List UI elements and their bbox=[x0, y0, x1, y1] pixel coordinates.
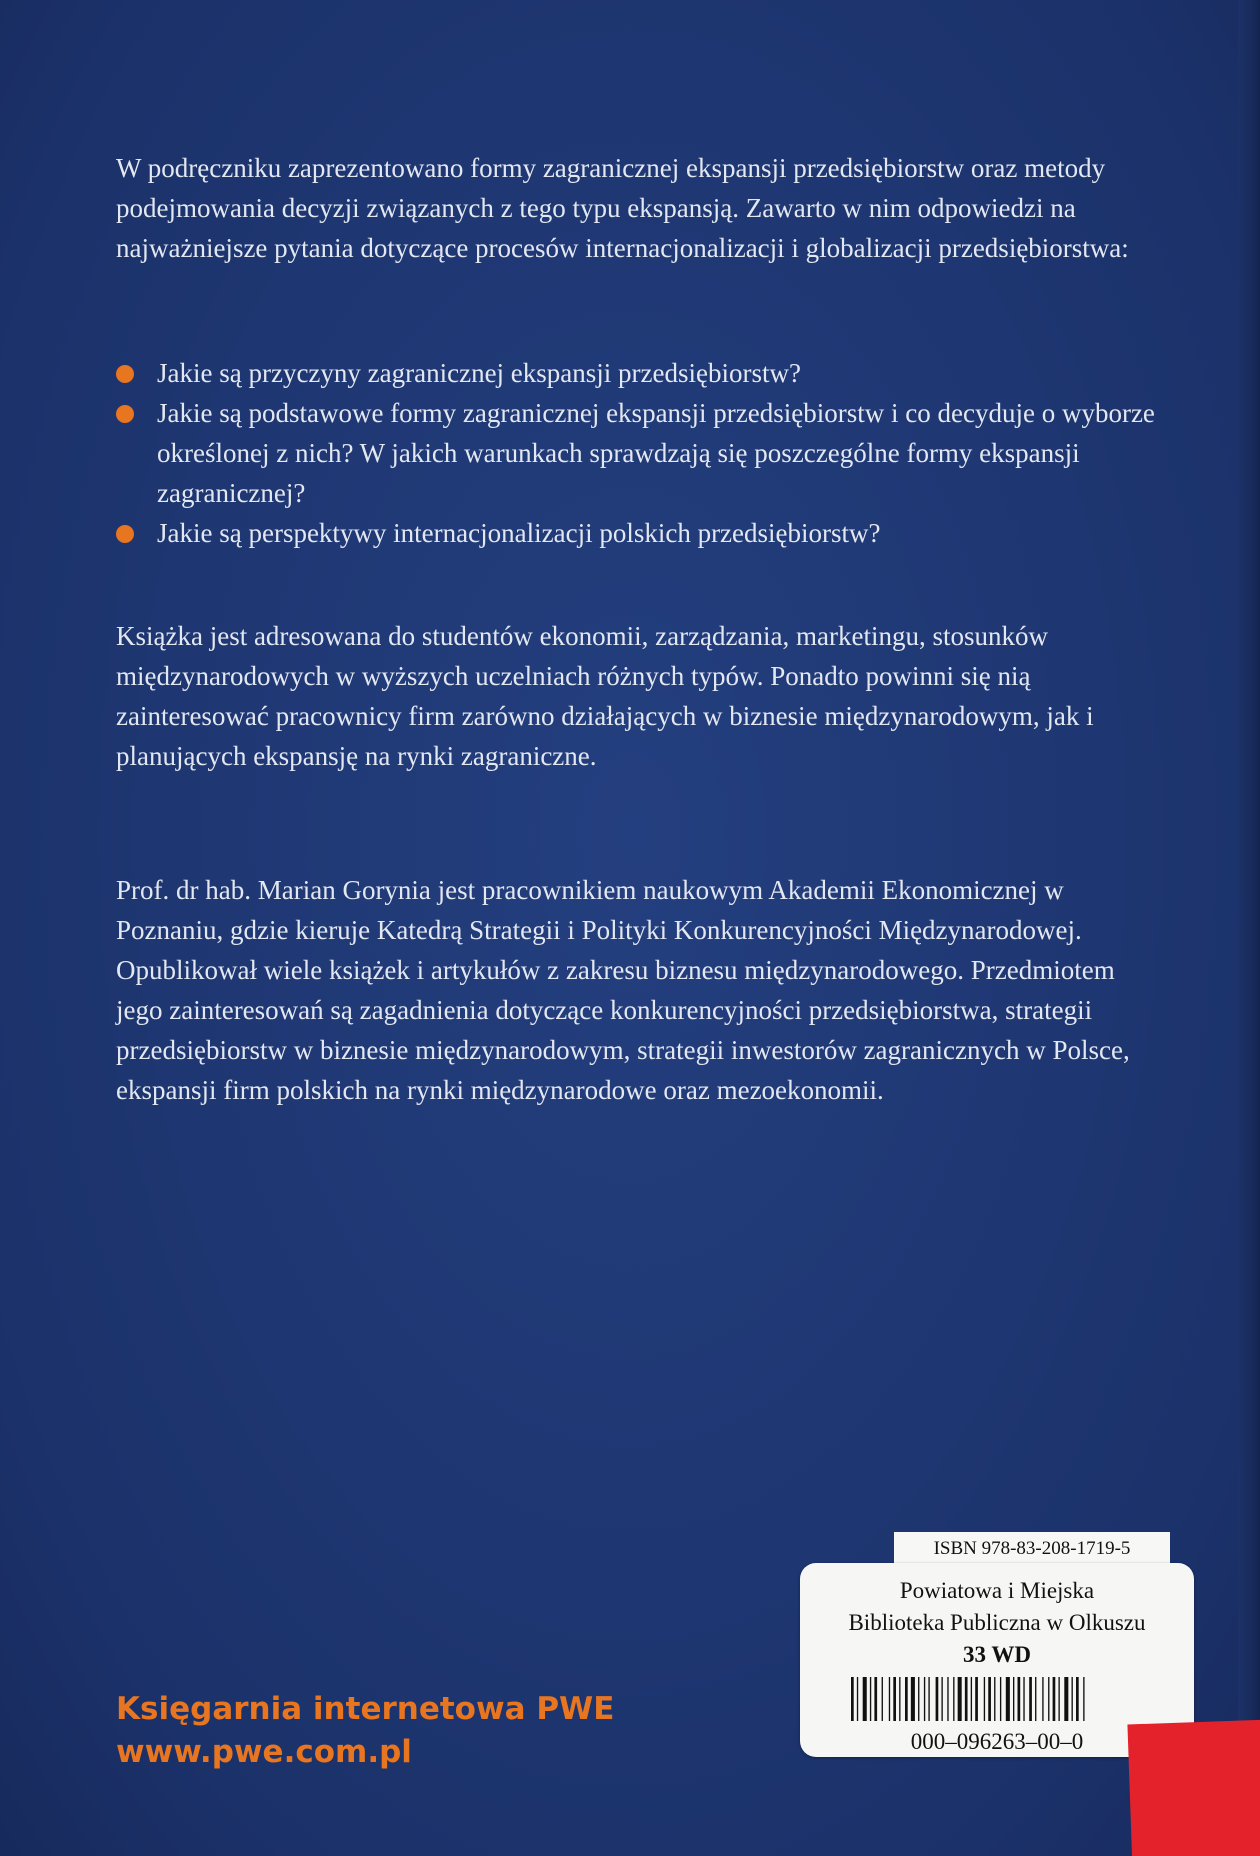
question-item bbox=[116, 513, 1166, 553]
library-shelf-code: 33 WD bbox=[963, 1642, 1031, 1667]
barcode-bar bbox=[851, 1677, 854, 1721]
barcode-bar bbox=[953, 1677, 954, 1721]
question-text: Jakie są podstawowe formy zagranicznej ekspansji przedsiębiorstw i co decyduje o wyborze określonej z nich? W jakich warunkach sprawdzają się poszczególne formy ekspansji zagranicznej? bbox=[157, 398, 1155, 508]
question-text: Jakie są perspektywy internacjonalizacji polskich przedsiębiorstw? bbox=[157, 518, 881, 548]
barcode-bar bbox=[984, 1677, 985, 1721]
barcode-bar bbox=[893, 1677, 896, 1721]
barcode-bar bbox=[1029, 1677, 1032, 1721]
barcode-bar bbox=[1058, 1677, 1059, 1721]
barcode-bar bbox=[994, 1677, 995, 1721]
barcode-bar bbox=[1018, 1677, 1021, 1721]
library-name-line1: Powiatowa i Miejska bbox=[899, 1578, 1095, 1603]
barcode-bar bbox=[936, 1677, 939, 1721]
barcode-bar bbox=[857, 1677, 858, 1721]
barcode-bar bbox=[874, 1677, 877, 1721]
barcode-bar bbox=[905, 1677, 908, 1721]
barcode-bar bbox=[1072, 1677, 1073, 1721]
barcode-bar bbox=[1035, 1677, 1036, 1721]
library-name-line2: Biblioteka Publiczna w Olkuszu bbox=[848, 1610, 1146, 1635]
barcode-bar bbox=[1064, 1677, 1068, 1721]
barcode-bar bbox=[928, 1677, 929, 1721]
barcode-bar bbox=[924, 1677, 925, 1721]
barcode-bar bbox=[870, 1677, 871, 1721]
question-item bbox=[116, 353, 1166, 393]
barcode-bar bbox=[1053, 1677, 1056, 1721]
barcode-bar bbox=[882, 1677, 883, 1721]
barcode-bar bbox=[1042, 1677, 1043, 1721]
publisher-block bbox=[116, 1688, 614, 1774]
barcode-bar bbox=[988, 1677, 991, 1721]
barcode-bar bbox=[1013, 1677, 1014, 1721]
barcode-bar bbox=[918, 1677, 919, 1721]
audience-paragraph: Książka jest adresowana do studentów ekonomii, zarządzania, marketingu, stosunków międzynarodowych w wyższych uczelniach różnych typów. Ponadto powinni się nią zainteresować pracownicy firm zarówno działających w biznesie międzynarodowym, jak i planujących ekspansję na rynki zagraniczne. bbox=[116, 621, 1094, 771]
red-security-tag bbox=[1127, 1720, 1260, 1856]
barcode-bar bbox=[1006, 1677, 1010, 1721]
barcode-bar bbox=[1083, 1677, 1084, 1721]
barcode-bar bbox=[889, 1677, 890, 1721]
barcode-number: 000–096263–00–0 bbox=[910, 1729, 1084, 1754]
barcode-bar bbox=[899, 1677, 900, 1721]
questions-list bbox=[116, 353, 1166, 553]
barcode-bar bbox=[1000, 1677, 1001, 1721]
barcode-image bbox=[847, 1677, 1147, 1721]
barcode-bar bbox=[1076, 1677, 1079, 1721]
barcode-bar bbox=[1048, 1677, 1049, 1721]
barcode-bar bbox=[965, 1677, 968, 1721]
publisher-website-link[interactable]: www.pwe.com.pl bbox=[116, 1734, 412, 1770]
barcode-bar bbox=[971, 1677, 972, 1721]
bullet-icon bbox=[116, 525, 134, 543]
cover-edge bbox=[1238, 0, 1260, 1856]
barcode-bar bbox=[863, 1677, 867, 1721]
question-text: Jakie są przyczyny zagranicznej ekspansji przedsiębiorstw? bbox=[157, 358, 801, 388]
barcode-bar bbox=[1023, 1677, 1024, 1721]
barcode-bar bbox=[911, 1677, 915, 1721]
isbn-sticker: ISBN 978-83-208-1719-5 bbox=[894, 1532, 1170, 1566]
barcode-bar bbox=[941, 1677, 942, 1721]
author-bio-paragraph: Prof. dr hab. Marian Gorynia jest pracownikiem naukowym Akademii Ekonomicznej w Poznaniu, gdzie kieruje Katedrą Strategii i Polityki Konkurencyjności Międzynarodowej. Opublikował wiele książek i artykułów z zakresu biznesu międzynarodowego. Przedmiotem jego zainteresowań są zagadnienia dotyczące konkurencyjności przedsiębiorstwa, strategii przedsiębiorstw w biznesie międzynarodowym, strategii inwestorów zagranicznych w Polsce, ekspansji firm polskich na rynki międzynarodowe oraz mezoekonomii. bbox=[116, 875, 1130, 1105]
bullet-icon bbox=[116, 365, 134, 383]
barcode-bar bbox=[975, 1677, 978, 1721]
barcode-bar bbox=[958, 1677, 962, 1721]
publisher-shop-name: Księgarnia internetowa PWE bbox=[116, 1691, 615, 1727]
intro-paragraph: W podręczniku zaprezentowano formy zagranicznej ekspansji przedsiębiorstw oraz metody podejmowania decyzji związanych z tego typu ekspansją. Zawarto w nim odpowiedzi na najważniejsze pytania dotyczące procesów internacjonalizacji i globalizacji przedsiębiorstwa: bbox=[116, 153, 1129, 263]
bullet-icon bbox=[116, 405, 134, 423]
question-item bbox=[116, 393, 1166, 513]
barcode-bar bbox=[947, 1677, 948, 1721]
